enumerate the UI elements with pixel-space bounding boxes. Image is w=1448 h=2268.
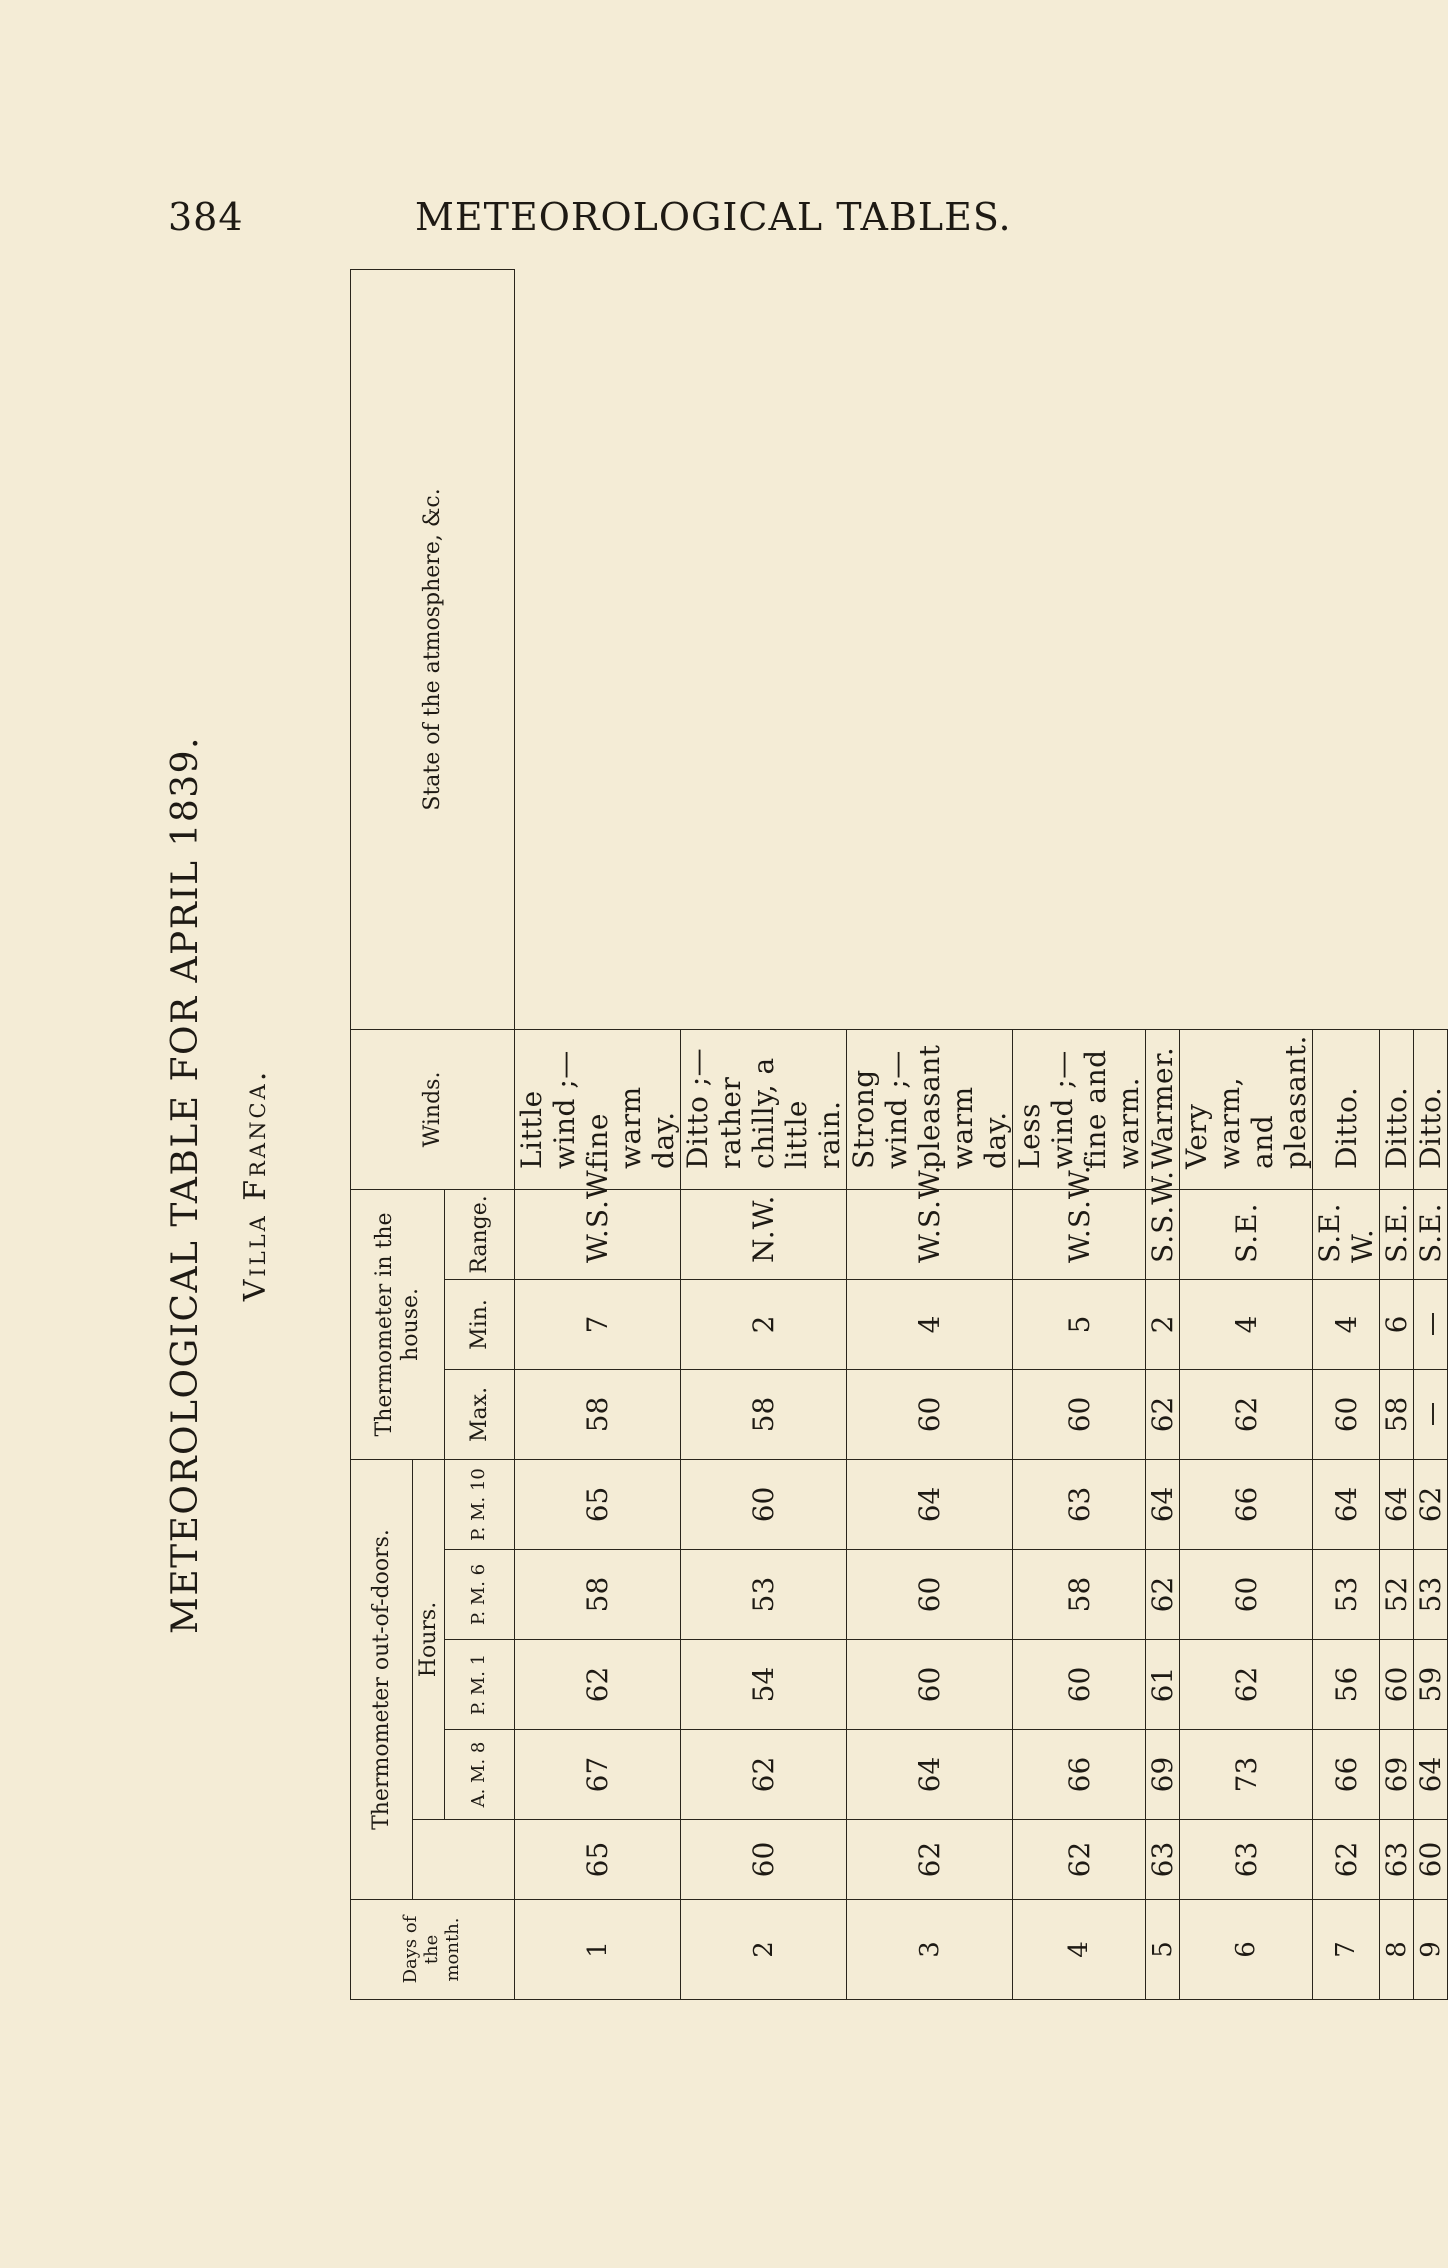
table-row: [681, 269, 847, 1999]
range-cell: [1414, 1279, 1448, 1369]
state-cell: Less wind ;—fine and warm.: [1013, 1029, 1146, 1189]
meteorological-table: [350, 269, 1448, 2000]
am8-cell: 62: [1013, 1820, 1146, 1900]
wind-cell: W.S.W.: [515, 1189, 681, 1279]
pm1-cell: 66: [1313, 1730, 1380, 1820]
table-row: [1146, 269, 1180, 1999]
min-cell: 58: [681, 1369, 847, 1459]
table-row: [1180, 269, 1313, 1999]
min-cell: 58: [1380, 1369, 1414, 1459]
max-cell: 64: [1380, 1459, 1414, 1549]
pm10-cell: 58: [1013, 1550, 1146, 1640]
table-row: [1313, 269, 1380, 1999]
pm6-cell: 59: [1414, 1640, 1448, 1730]
pm10-cell: 62: [1146, 1550, 1180, 1640]
pm1-cell: 66: [1013, 1730, 1146, 1820]
max-cell: 60: [681, 1459, 847, 1549]
min-cell: 58: [515, 1369, 681, 1459]
range-cell: 4: [847, 1279, 1013, 1369]
pm6-cell: 61: [1146, 1640, 1180, 1730]
rotated-table-block: [165, 370, 1447, 2000]
range-cell: 7: [515, 1279, 681, 1369]
max-cell: 62: [1414, 1459, 1448, 1549]
empty-dash: [1432, 1403, 1434, 1425]
wind-cell: N.W.: [681, 1189, 847, 1279]
am8-cell: 62: [847, 1820, 1013, 1900]
day-cell: 5: [1146, 1900, 1180, 2000]
min-cell: 60: [847, 1369, 1013, 1459]
header-min: Min.: [445, 1279, 515, 1369]
state-cell: Very warm, and pleasant.: [1180, 1029, 1313, 1189]
header-pm1: P. M. 1: [445, 1640, 515, 1730]
am8-cell: 65: [515, 1820, 681, 1900]
table-row: [1380, 269, 1414, 1999]
am8-cell: 63: [1146, 1820, 1180, 1900]
am8-cell: 62: [1313, 1820, 1380, 1900]
state-cell: Ditto.: [1414, 1029, 1448, 1189]
pm6-cell: 54: [681, 1640, 847, 1730]
table-row: [1414, 269, 1448, 1999]
range-cell: 6: [1380, 1279, 1414, 1369]
pm1-cell: 73: [1180, 1730, 1313, 1820]
table-body: [515, 269, 1448, 1999]
state-cell: Ditto.: [1380, 1029, 1414, 1189]
am8-cell: 60: [1414, 1820, 1448, 1900]
table-title: METEOROLOGICAL TABLE FOR APRIL 1839.: [165, 736, 206, 1634]
pm6-cell: 60: [847, 1640, 1013, 1730]
min-cell: 62: [1180, 1369, 1313, 1459]
range-cell: 5: [1013, 1279, 1146, 1369]
range-cell: 4: [1180, 1279, 1313, 1369]
max-cell: 64: [1146, 1459, 1180, 1549]
min-cell: [1414, 1369, 1448, 1459]
header-thermo-out: Thermometer out-of-doors.: [351, 1459, 413, 1899]
state-cell: Little wind ;—fine warm day.: [515, 1029, 681, 1189]
min-cell: 62: [1146, 1369, 1180, 1459]
wind-cell: S.E. W.: [1313, 1189, 1380, 1279]
day-cell: 3: [847, 1900, 1013, 2000]
pm1-cell: 64: [847, 1730, 1013, 1820]
day-cell: 1: [515, 1900, 681, 2000]
header-range: Range.: [445, 1189, 515, 1279]
header-state: State of the atmosphere, &c.: [351, 269, 515, 1029]
pm10-cell: 53: [1414, 1550, 1448, 1640]
table-row: [1013, 269, 1146, 1999]
pm10-cell: 52: [1380, 1550, 1414, 1640]
header-pm10: P. M. 10: [445, 1459, 515, 1549]
table-subtitle: Villa Franca.: [238, 1068, 273, 1302]
day-cell: 2: [681, 1900, 847, 2000]
pm10-cell: 53: [1313, 1550, 1380, 1640]
am8-cell: 63: [1180, 1820, 1313, 1900]
table-row: [515, 269, 681, 1999]
day-cell: 9: [1414, 1900, 1448, 2000]
state-cell: Strong wind ;—pleasant warm day.: [847, 1029, 1013, 1189]
pm6-cell: 56: [1313, 1640, 1380, 1730]
day-cell: 7: [1313, 1900, 1380, 2000]
header-thermo-house: Thermometer in the house.: [351, 1189, 445, 1459]
pm10-cell: 60: [1180, 1550, 1313, 1640]
pm6-cell: 60: [1013, 1640, 1146, 1730]
table-row: [847, 269, 1013, 1999]
pm1-cell: 64: [1414, 1730, 1448, 1820]
max-cell: 63: [1013, 1459, 1146, 1549]
am8-cell: 63: [1380, 1820, 1414, 1900]
empty-dash: [1432, 1313, 1434, 1335]
wind-cell: W.S.W.: [1013, 1189, 1146, 1279]
wind-cell: S.E.: [1414, 1189, 1448, 1279]
header-hours: Hours.: [413, 1459, 445, 1819]
pm1-cell: 62: [681, 1730, 847, 1820]
min-cell: 60: [1313, 1369, 1380, 1459]
max-cell: 65: [515, 1459, 681, 1549]
pm1-cell: 69: [1380, 1730, 1414, 1820]
wind-cell: S.S.W.: [1146, 1189, 1180, 1279]
header-am8: A. M. 8: [445, 1730, 515, 1820]
am8-cell: 60: [681, 1820, 847, 1900]
pm1-cell: 67: [515, 1730, 681, 1820]
pm6-cell: 62: [1180, 1640, 1313, 1730]
wind-cell: S.E.: [1180, 1189, 1313, 1279]
pm6-cell: 60: [1380, 1640, 1414, 1730]
state-cell: Ditto ;—rather chilly, a little rain.: [681, 1029, 847, 1189]
pm1-cell: 69: [1146, 1730, 1180, 1820]
pm10-cell: 53: [681, 1550, 847, 1640]
header-day: Days of the month.: [351, 1900, 515, 2000]
header-pm6: P. M. 6: [445, 1550, 515, 1640]
pm6-cell: 62: [515, 1640, 681, 1730]
pm10-cell: 60: [847, 1550, 1013, 1640]
header-winds: Winds.: [351, 1029, 515, 1189]
state-cell: Warmer.: [1146, 1029, 1180, 1189]
min-cell: 60: [1013, 1369, 1146, 1459]
page-number: 384: [168, 195, 244, 239]
max-cell: 64: [847, 1459, 1013, 1549]
state-cell: Ditto.: [1313, 1029, 1380, 1189]
running-title: METEOROLOGICAL TABLES.: [415, 195, 1012, 239]
page-header: [0, 195, 1283, 245]
pm10-cell: 58: [515, 1550, 681, 1640]
day-cell: 4: [1013, 1900, 1146, 2000]
max-cell: 64: [1313, 1459, 1380, 1549]
day-cell: 6: [1180, 1900, 1313, 2000]
range-cell: 4: [1313, 1279, 1380, 1369]
header-max: Max.: [445, 1369, 515, 1459]
day-cell: 8: [1380, 1900, 1414, 2000]
max-cell: 66: [1180, 1459, 1313, 1549]
range-cell: 2: [1146, 1279, 1180, 1369]
range-cell: 2: [681, 1279, 847, 1369]
wind-cell: W.S.W.: [847, 1189, 1013, 1279]
wind-cell: S.E.: [1380, 1189, 1414, 1279]
